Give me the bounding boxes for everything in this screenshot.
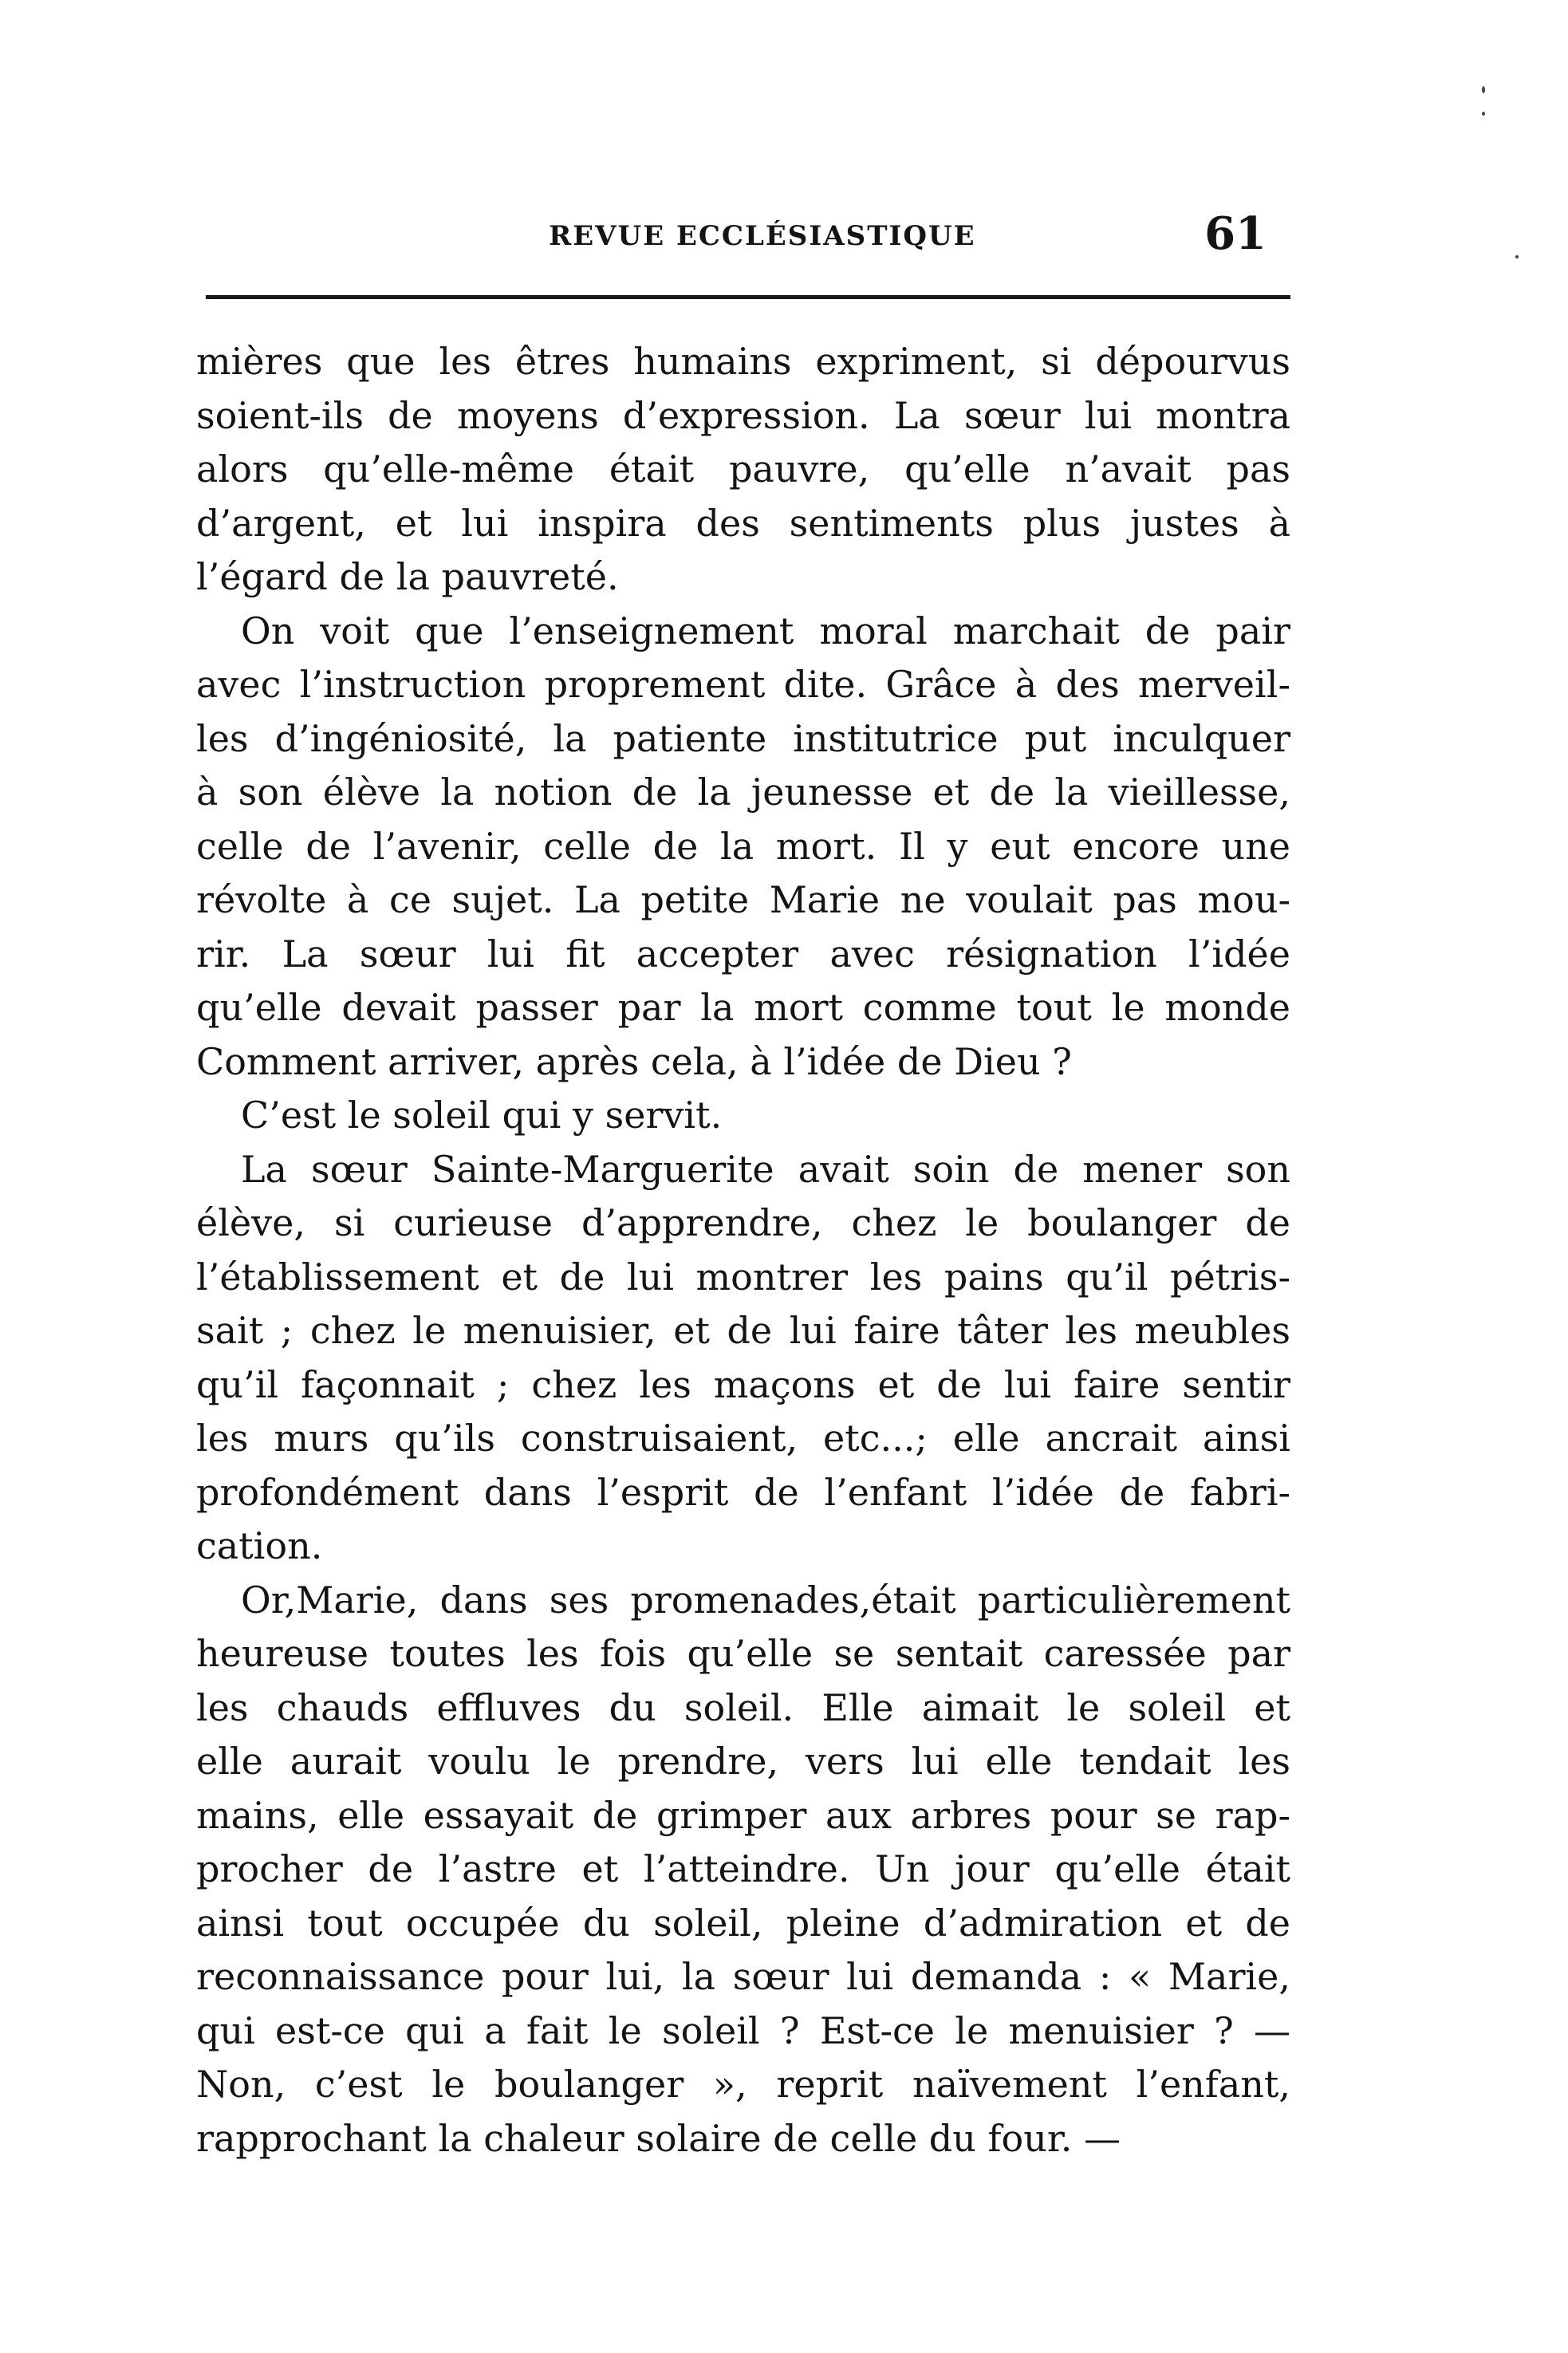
text-line: Non, c’est le boulanger », reprit naïvement l’enfant,: [196, 2063, 1290, 2106]
text-line: Comment arriver, après cela, à l’idée de Dieu ?: [196, 1039, 1072, 1083]
text-line: l’égard de la pauvreté.: [196, 555, 619, 598]
text-line: reconnaissance pour lui, la sœur lui demanda : « Marie,: [196, 1955, 1290, 1998]
running-head: REVUE ECCLÉSIASTIQUE: [549, 220, 976, 252]
text-line: les murs qu’ils construisaient, etc...; elle ancrait ainsi: [196, 1417, 1290, 1460]
text-line: d’argent, et lui inspira des sentiments plus justes à: [196, 501, 1290, 545]
text-line: l’établissement et de lui montrer les pains qu’il pétris-: [196, 1255, 1290, 1299]
text-line: celle de l’avenir, celle de la mort. Il y eut encore une: [196, 824, 1290, 868]
body-text: [196, 335, 1290, 2166]
text-line: heureuse toutes les fois qu’elle se sentait caressée par: [196, 1632, 1290, 1675]
text-line: élève, si curieuse d’apprendre, chez le boulanger de: [196, 1201, 1290, 1244]
text-line: C’est le soleil qui y servit.: [241, 1094, 723, 1137]
text-line: rir. La sœur lui fit accepter avec résignation l’idée: [196, 932, 1290, 975]
scan-speck: [1482, 112, 1485, 116]
text-line: mières que les êtres humains expriment, si dépourvus: [196, 340, 1290, 383]
text-line: révolte à ce sujet. La petite Marie ne voulait pas mou-: [196, 878, 1290, 921]
paragraph: [196, 1574, 1290, 2166]
scan-speck: [1482, 86, 1485, 93]
text-line: les d’ingéniosité, la patiente institutrice put inculquer: [196, 716, 1290, 760]
text-line: alors qu’elle-même était pauvre, qu’elle n’avait pas: [196, 447, 1290, 491]
text-line: mains, elle essayait de grimper aux arbres pour se rap-: [196, 1793, 1290, 1837]
text-line: Or,Marie, dans ses promenades,était particulièrement: [241, 1578, 1290, 1622]
paragraph: [196, 605, 1290, 1090]
text-line: rapprochant la chaleur solaire de celle du four. —: [196, 2116, 1121, 2160]
text-line: cation.: [196, 1524, 323, 1567]
text-line: qui est-ce qui a fait le soleil ? Est-ce le menuisier ? —: [196, 2008, 1290, 2052]
text-line: procher de l’astre et l’atteindre. Un jour qu’elle était: [196, 1847, 1290, 1890]
text-line: profondément dans l’esprit de l’enfant l’idée de fabri-: [196, 1470, 1290, 1514]
text-line: à son élève la notion de la jeunesse et de la vieillesse,: [196, 771, 1290, 814]
text-line: soient-ils de moyens d’expression. La sœur lui montra: [196, 393, 1290, 437]
paragraph: [196, 335, 1290, 605]
page-number: 61: [1204, 207, 1267, 260]
header-rule: [206, 295, 1290, 299]
paragraph: [196, 1143, 1290, 1574]
paragraph: [196, 1089, 1290, 1143]
text-line: les chauds effluves du soleil. Elle aimait le soleil et: [196, 1685, 1290, 1729]
text-line: qu’il façonnait ; chez les maçons et de lui faire sentir: [196, 1362, 1290, 1406]
text-line: elle aurait voulu le prendre, vers lui elle tendait les: [196, 1740, 1290, 1783]
text-line: ainsi tout occupée du soleil, pleine d’admiration et de: [196, 1901, 1290, 1945]
text-line: On voit que l’enseignement moral marchait de pair: [241, 609, 1290, 652]
scan-speck: [1515, 255, 1519, 258]
text-line: avec l’instruction proprement dite. Grâce à des merveil-: [196, 663, 1290, 706]
page-header: [206, 206, 1290, 270]
text-line: qu’elle devait passer par la mort comme tout le monde: [196, 986, 1290, 1029]
text-line: sait ; chez le menuisier, et de lui faire tâter les meubles: [196, 1309, 1290, 1352]
text-line: La sœur Sainte-Marguerite avait soin de mener son: [241, 1147, 1290, 1191]
